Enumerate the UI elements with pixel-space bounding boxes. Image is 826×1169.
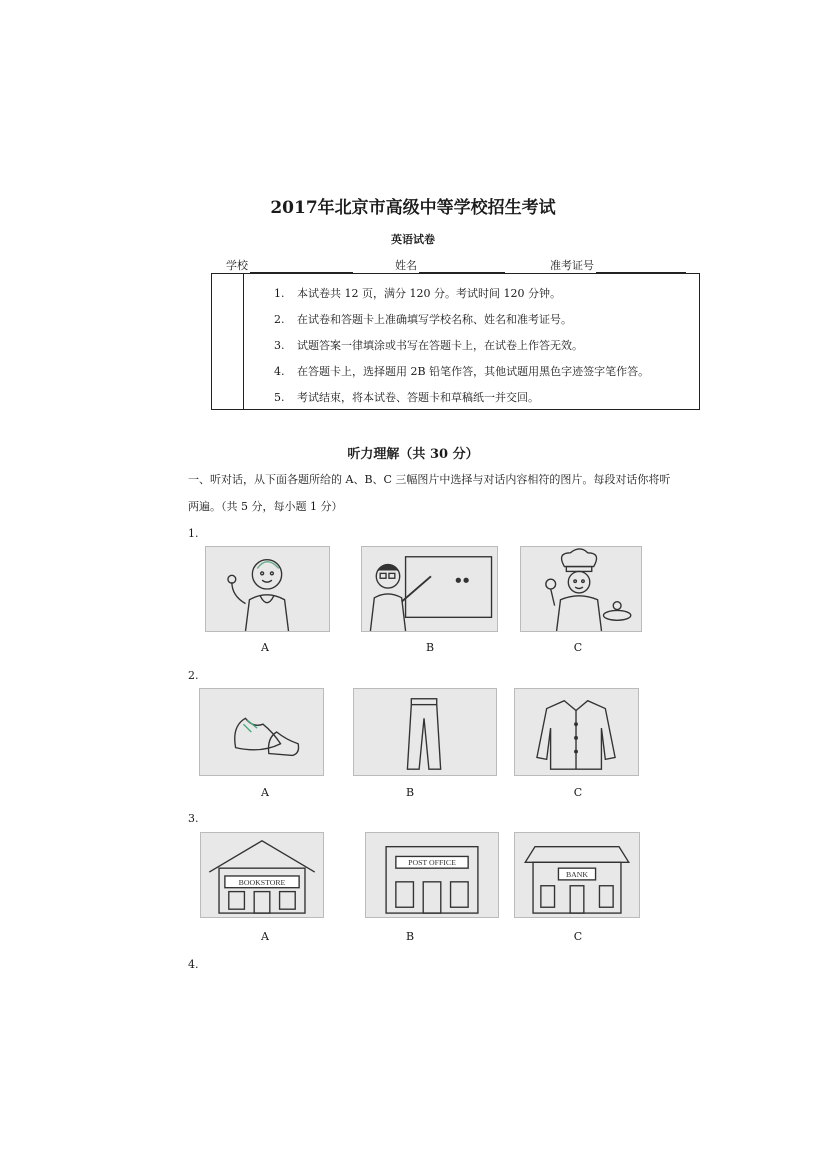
name-blank[interactable] bbox=[419, 260, 505, 273]
exam-title: 2017年北京市高级中等学校招生考试 bbox=[270, 198, 556, 218]
option-label: B bbox=[405, 930, 415, 943]
notice-item: 2. 在试卷和答题卡上准确填写学校名称、姓名和准考证号。 bbox=[274, 313, 572, 326]
notice-item: 1. 本试卷共 12 页，满分 120 分。考试时间 120 分钟。 bbox=[274, 287, 561, 300]
school-blank[interactable] bbox=[250, 260, 353, 273]
option-label: A bbox=[261, 641, 269, 654]
question-number: 4. bbox=[188, 958, 199, 971]
doctor-icon[interactable] bbox=[205, 546, 330, 632]
exam-subtitle: 英语试卷 bbox=[391, 233, 435, 246]
option-label: A bbox=[261, 786, 269, 799]
option-label: B bbox=[405, 786, 415, 799]
option-label: C bbox=[573, 930, 583, 943]
shirt-icon[interactable] bbox=[514, 688, 639, 776]
question-number: 1. bbox=[188, 527, 199, 540]
option-label: C bbox=[573, 641, 583, 654]
post-office-icon[interactable] bbox=[365, 832, 499, 918]
bank-icon[interactable] bbox=[514, 832, 640, 918]
notice-item: 5. 考试结束，将本试卷、答题卡和草稿纸一并交回。 bbox=[274, 391, 539, 404]
notice-divider bbox=[243, 274, 244, 409]
bank-sign: BANK bbox=[565, 869, 589, 879]
exam-number-blank[interactable] bbox=[596, 260, 686, 273]
question-number: 3. bbox=[188, 812, 199, 825]
exam-number-field bbox=[550, 257, 686, 273]
name-label: 姓名 bbox=[395, 259, 417, 272]
instruction-line: 一、听对话，从下面各题所给的 A、B、C 三幅图片中选择与对话内容相符的图片。每段对话你将听 bbox=[188, 473, 671, 486]
bookstore-sign: BOOKSTORE bbox=[238, 877, 286, 887]
question-number: 2. bbox=[188, 669, 199, 682]
notice-item: 4. 在答题卡上，选择题用 2B 铅笔作答，其他试题用黑色字迹签字笔作答。 bbox=[274, 365, 650, 378]
notice-box bbox=[211, 273, 700, 410]
post-office-sign: POST OFFICE bbox=[408, 858, 456, 868]
section-title: 听力理解（共 30 分） bbox=[347, 447, 479, 462]
exam-number-label: 准考证号 bbox=[550, 259, 594, 272]
teacher-icon[interactable] bbox=[361, 546, 498, 632]
notice-item: 3. 试题答案一律填涂或书写在答题卡上，在试卷上作答无效。 bbox=[274, 339, 583, 352]
cook-icon[interactable] bbox=[520, 546, 642, 632]
option-label: A bbox=[261, 930, 269, 943]
option-label: B bbox=[425, 641, 435, 654]
trousers-icon[interactable] bbox=[353, 688, 497, 776]
name-field bbox=[395, 257, 505, 273]
school-field bbox=[226, 257, 353, 273]
instruction-line: 两遍。（共 5 分，每小题 1 分） bbox=[188, 500, 343, 513]
option-label: C bbox=[573, 786, 583, 799]
bookstore-icon[interactable] bbox=[200, 832, 324, 918]
school-label: 学校 bbox=[226, 259, 248, 272]
shoes-icon[interactable] bbox=[199, 688, 324, 776]
